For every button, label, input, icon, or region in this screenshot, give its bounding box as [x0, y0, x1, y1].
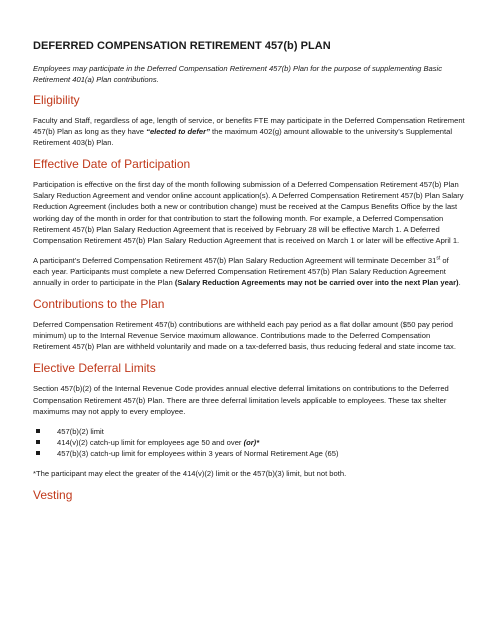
list-item-emphasis: (or)* — [243, 437, 260, 447]
intro-text: Employees may participate in the Deferred Compensation Retirement 457(b) Plan for the purpose of supplementing Basic Retirement 401(a) Plan contributions. — [33, 64, 443, 84]
effective-date-heading: Effective Date of Participation — [33, 157, 191, 172]
eligibility-text-before: Faculty and Staff, regardless of age, length of service, or benefits FTE may participate in the Deferred Compensation Retirement 457(b) Plan as long as they have — [33, 116, 465, 137]
document-page — [33, 40, 465, 510]
carry-over-note: (Salary Reduction Agreements may not be carried over into the next Plan year) — [174, 278, 459, 288]
contributions-heading: Contributions to the Plan — [33, 297, 165, 312]
contributions-text: Deferred Compensation Retirement 457(b) contributions are withheld each pay period as a flat dollar amount ($50 pay period minimum) up to the Internal Revenue Service maximum allowance. Contributions made to the Deferred Compensation Retirement 457(b) Plan are withheld voluntarily and made on a tax-deferred basis, thus reducing federal and state income tax. — [33, 320, 456, 352]
bullet-icon — [36, 451, 40, 455]
list-item-text: 457(b)(3) catch-up limit for employees within 3 years of Normal Retirement Age (65) — [57, 448, 339, 458]
deferral-limits-list — [33, 426, 465, 459]
ordinal-suffix: st — [436, 255, 441, 262]
eligibility-heading: Eligibility — [33, 93, 80, 107]
deferral-limits-heading: Elective Deferral Limits — [33, 361, 156, 376]
list-item — [33, 426, 465, 437]
effective-date-p2-mid: of each year. Participants must complete a new Deferred Compensation Retirement 457(b) Plan Salary Reduction Agreement annually in order to participate in the Plan — [33, 255, 449, 288]
effective-date-p2-before: A participant’s Deferred Compensation Retirement 457(b) Plan Salary Reduction Agreement will terminate December 31 — [33, 255, 437, 265]
eligibility-text-after: the maximum 402(g) amount allowable to the university’s Supplemental Retirement 403(b) Plan. — [33, 127, 453, 148]
eligibility-emphasis: “elected to defer” — [146, 127, 210, 137]
eligibility-text — [33, 115, 465, 148]
deferral-limits-text: Section 457(b)(2) of the Internal Revenue Code provides annual elective deferral limitations on contributions to the Deferred Compensation Retirement 457(b) Plan. There are three deferral limitation levels applicable to employees. These tax shelter maximums may not apply to every employee. — [33, 384, 449, 416]
list-item — [33, 448, 465, 459]
bullet-icon — [36, 440, 40, 444]
list-item-text: 457(b)(2) limit — [57, 426, 104, 436]
list-item-text: 414(v)(2) catch-up limit for employees age 50 and over — [57, 437, 244, 447]
effective-date-p2-end: . — [458, 278, 461, 288]
bullet-icon — [36, 429, 40, 433]
effective-date-paragraph-1: Participation is effective on the first day of the month following submission of a Deferred Compensation Retirement 457(b) Plan Salary Reduction Agreement and vendor online account application(s). A Deferred Compensation Retirement 457(b) Plan Salary Reduction Agreement (includes both a new or contribution change) must be received at the Campus Benefits Office by the last working day of the month in order for that contribution to start the following month. For example, a Deferred Compensation Retirement 457(b) Plan Salary Reduction Agreement that is received by February 28 will be effective March 1. A Deferred Compensation Retirement 457(b) Plan Salary Reduction Agreement that is received on March 1 or later will be effective April 1. — [33, 180, 464, 245]
list-item — [33, 437, 465, 448]
effective-date-paragraph-2 — [33, 255, 465, 288]
page-title: DEFERRED COMPENSATION RETIREMENT 457(b) PLAN — [33, 40, 331, 52]
vesting-heading: Vesting — [33, 488, 73, 503]
deferral-limits-footnote: *The participant may elect the greater of the 414(v)(2) limit or the 457(b)(3) limit, but not both. — [33, 468, 347, 478]
